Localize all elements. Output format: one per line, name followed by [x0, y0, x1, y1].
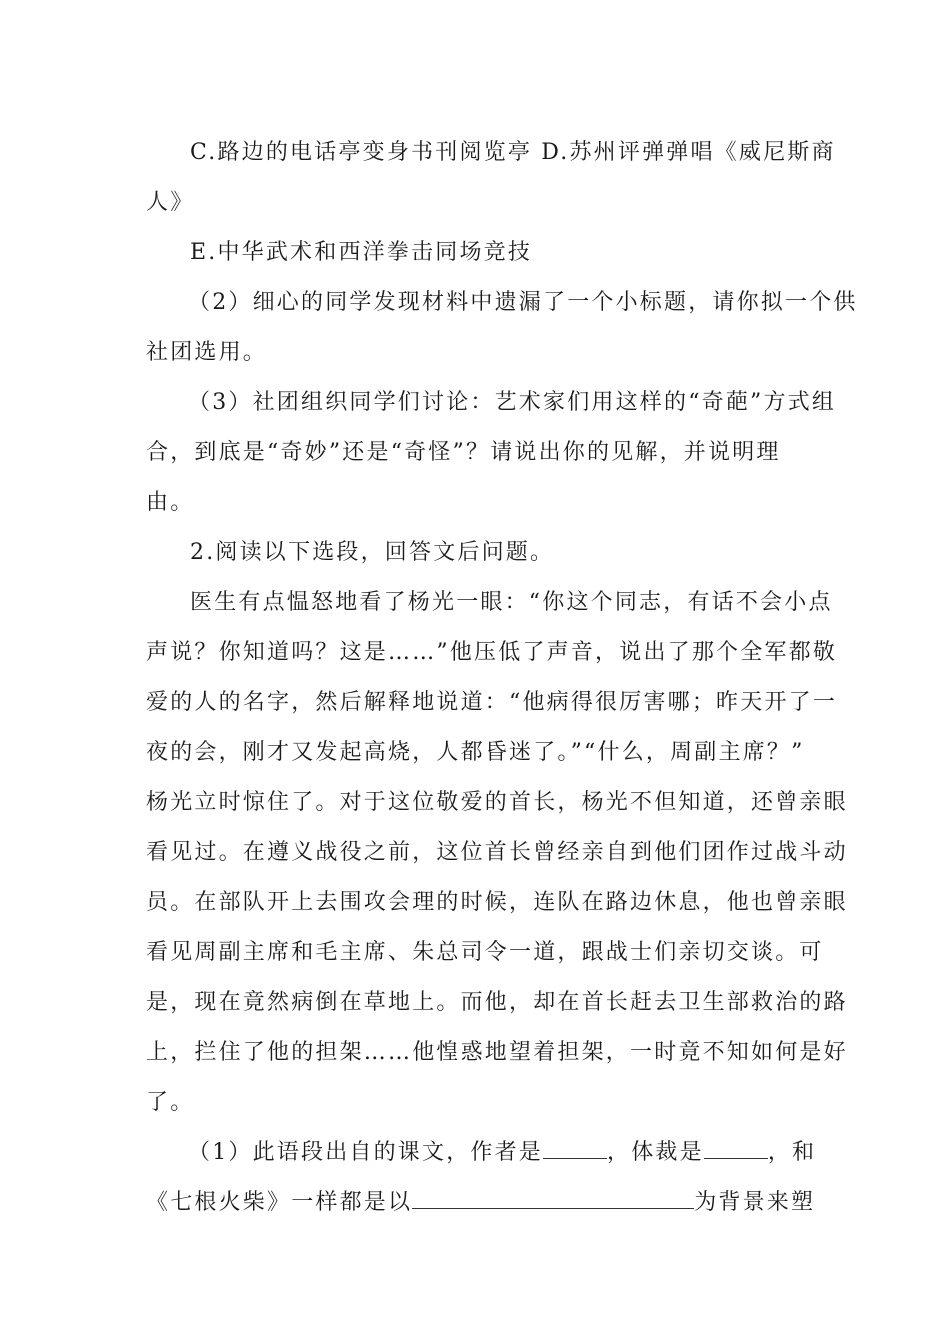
- question2-heading: 2.阅读以下选段，回答文后问题。: [190, 540, 555, 565]
- question1-option-e: E.中华武术和西洋拳击同场竞技: [190, 240, 533, 265]
- passage-line: 杨光立时惊住了。对于这位敬爱的首长，杨光不但知道，还曾亲眼: [146, 790, 848, 815]
- sub1-text-comparison: 《七根火柴》一样都是以: [146, 1190, 413, 1215]
- passage-line: 医生有点愠怒地看了杨光一眼：“你这个同志，有话不会小点: [190, 590, 833, 615]
- author-blank[interactable]: [543, 1136, 607, 1159]
- background-blank[interactable]: [412, 1186, 694, 1209]
- passage-line: 看见周副主席和毛主席、朱总司令一道，跟战士们亲切交谈。可: [146, 940, 824, 965]
- passage-line: 是，现在竟然病倒在草地上。而他，却在首长赶去卫生部救治的路: [146, 990, 848, 1015]
- sub1-text-genre-prompt: ，体裁是: [607, 1140, 704, 1165]
- question1-sub3-line2: 合，到底是“奇妙”还是“奇怪”？请说出你的见解，并说明理: [146, 440, 781, 465]
- passage-line: 上，拦住了他的担架……他惶惑地望着担架，一时竟不知如何是好: [146, 1040, 848, 1065]
- sub1-text-background: 为背景来塑: [694, 1190, 816, 1215]
- sub1-text-author-prompt: （1）此语段出自的课文，作者是: [188, 1140, 543, 1165]
- passage-line: 夜的会，刚才又发起高烧，人都昏迷了。”“什么，周副主席？”: [146, 740, 805, 765]
- question1-sub2-line2: 社团选用。: [146, 340, 268, 365]
- question2-sub1-line2: [146, 1178, 816, 1228]
- question1-sub2-line1: （2）细心的同学发现材料中遗漏了一个小标题，请你拟一个供: [188, 290, 858, 315]
- question1-options-c-d-line2: 人》: [146, 190, 195, 215]
- passage-line: 看见过。在遵义战役之前，这位首长曾经亲自到他们团作过战斗动: [146, 840, 848, 865]
- question1-options-c-d-line1: C.路边的电话亭变身书刊阅览亭 D.苏州评弹弹唱《威尼斯商: [190, 140, 836, 165]
- sub1-text-and: ，和: [767, 1140, 817, 1165]
- passage-line: 员。在部队开上去围攻会理的时候，连队在路边休息，他也曾亲眼: [146, 890, 848, 915]
- question1-sub3-line1: （3）社团组织同学们讨论：艺术家们用这样的“奇葩”方式组: [188, 390, 837, 415]
- question2-sub1-line1: [146, 1128, 817, 1178]
- passage-line: 爱的人的名字，然后解释地说道：“他病得很厉害哪；昨天开了一: [146, 690, 838, 715]
- genre-blank[interactable]: [704, 1136, 768, 1159]
- question1-sub3-line3: 由。: [146, 490, 195, 515]
- passage-line: 了。: [146, 1090, 195, 1115]
- document-page: [146, 128, 858, 1228]
- passage-line: 声说？你知道吗？这是……”他压低了声音，说出了那个全军都敬: [146, 640, 838, 665]
